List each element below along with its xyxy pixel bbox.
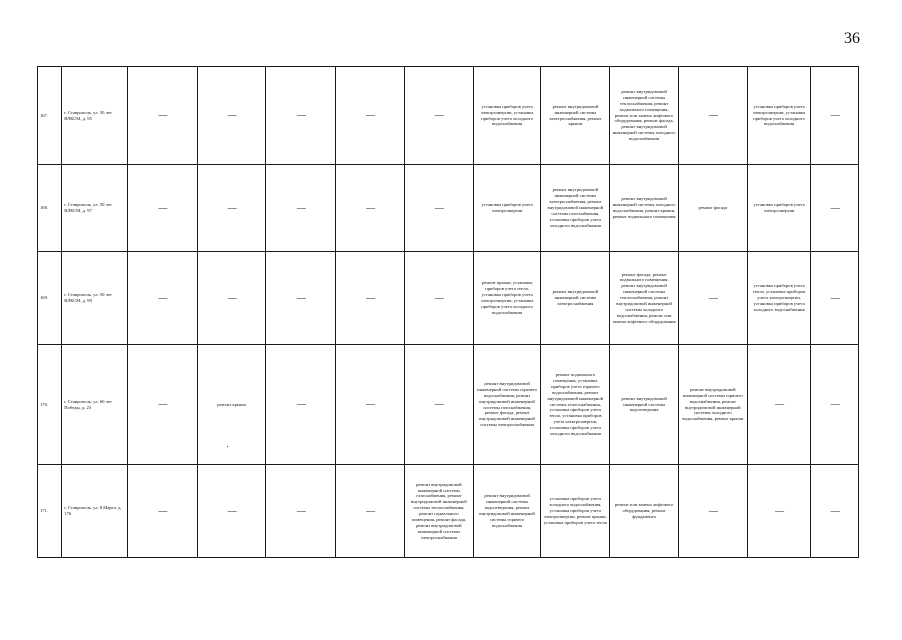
scan-speck: [227, 446, 228, 447]
work-cell: [404, 345, 473, 465]
work-description: установка приборов учета электроэнергии: [753, 202, 805, 213]
work-cell: [678, 465, 747, 558]
work-cell: [678, 165, 747, 252]
work-description: установка приборов учета электроэнергии, установка приборов учета холодного водоснабжения: [480, 103, 534, 127]
work-cell: [610, 465, 679, 558]
work-cell: [197, 165, 266, 252]
work-description: ремонт крыши, установка приборов учета тепла, установка приборов учета электроэнергии, установка приборов учета холодного водоснабжения: [480, 280, 534, 315]
work-cell: [127, 252, 197, 345]
empty-dash: —: [227, 202, 236, 213]
work-cell: [473, 67, 541, 165]
empty-dash: —: [296, 110, 305, 120]
address-cell: г. Ставрополь, ул. 50 лет ВЛКСМ, д. 99: [62, 252, 128, 345]
work-cell: [811, 345, 859, 465]
table-row: [38, 465, 859, 558]
work-cell: [747, 465, 811, 558]
work-description: ремонт внутридомовой инженерной системы водоотведения, ремонт внутридомовой инженерной системы горячего водоснабжения: [479, 493, 535, 528]
work-cell: [336, 67, 405, 165]
empty-dash: —: [366, 202, 375, 213]
work-description: ремонт внутридомовой инженерной системы электроснабжения: [552, 289, 599, 306]
work-cell: [127, 67, 197, 165]
work-cell: [197, 252, 266, 345]
empty-dash: —: [775, 505, 784, 516]
address-cell: г. Ставрополь, ул. 60 лет Победы, д. 23: [62, 345, 128, 465]
empty-dash: —: [227, 505, 236, 516]
empty-dash: —: [830, 110, 839, 120]
empty-dash: —: [366, 399, 375, 409]
work-cell: [197, 345, 266, 465]
work-cell: [336, 465, 405, 558]
empty-dash: —: [830, 399, 839, 409]
work-description: ремонт внутридомовой инженерной системы электроснабжения, ремонт внутридомовой инженерной системы газоснабжения, установка приборов учета холодного водоснабжения: [547, 187, 604, 228]
work-description: ремонт или замена лифтового оборудования, ремонт фундамента: [614, 502, 674, 519]
work-cell: [404, 165, 473, 252]
empty-dash: —: [366, 292, 375, 303]
work-cell: [266, 345, 336, 465]
work-description: установка приборов учета электроэнергии: [481, 202, 533, 213]
work-cell: [610, 252, 679, 345]
work-cell: [404, 67, 473, 165]
work-cell: [336, 165, 405, 252]
work-cell: [266, 465, 336, 558]
empty-dash: —: [775, 399, 784, 409]
work-description: ремонт внутридомовой инженерной системы газоснабжения, ремонт внутридомовой инженерной системы теплоснабжения, ремонт подвального помещения, ремонт фасада, ремонт внутридомовой инженерной системы электроснабжения: [411, 481, 467, 540]
empty-dash: —: [296, 505, 305, 516]
work-description: ремонт внутридомовой инженерной системы горячего водоснабжения, ремонт внутридомовой инженерной системы холодного водоснабжения, ремонт крыши: [682, 386, 744, 422]
work-cell: [127, 165, 197, 252]
work-cell: [811, 165, 859, 252]
table-row: [38, 252, 859, 345]
page-number: 36: [844, 30, 860, 47]
work-cell: [811, 252, 859, 345]
work-cell: [811, 67, 859, 165]
work-cell: [541, 252, 610, 345]
work-cell: [811, 465, 859, 558]
work-cell: [678, 67, 747, 165]
empty-dash: —: [830, 202, 839, 213]
empty-dash: —: [708, 505, 717, 516]
table-body: [38, 67, 859, 558]
row-number: 168.: [38, 165, 62, 252]
empty-dash: —: [158, 505, 167, 516]
work-cell: [541, 67, 610, 165]
table-row: [38, 67, 859, 165]
work-description: ремонт фасада: [698, 205, 728, 211]
work-cell: [747, 252, 811, 345]
work-cell: [266, 252, 336, 345]
empty-dash: —: [434, 292, 443, 303]
work-cell: [473, 165, 541, 252]
address-cell: г. Ставрополь, ул. 50 лет ВЛКСМ, д. 97: [62, 165, 128, 252]
work-cell: [473, 345, 541, 465]
work-cell: [610, 165, 679, 252]
work-description: установка приборов учета тепла, установка приборов учета электроэнергии, установка приборов учета холодного водоснабжения: [752, 283, 806, 312]
work-cell: [473, 252, 541, 345]
empty-dash: —: [158, 292, 167, 303]
empty-dash: —: [158, 110, 167, 120]
work-description: ремонт крыши: [217, 401, 246, 407]
empty-dash: —: [296, 399, 305, 409]
work-description: ремонт внутридомовой инженерной системы горячего водоснабжения, ремонт внутридомовой инженерной системы газоснабжения, ремонт фасада, ремонт внутридомовой инженерной системы электроснабжения: [477, 381, 538, 428]
empty-dash: —: [296, 202, 305, 213]
empty-dash: —: [830, 505, 839, 516]
empty-dash: —: [434, 202, 443, 213]
empty-dash: —: [366, 505, 375, 516]
work-cell: [266, 165, 336, 252]
empty-dash: —: [366, 110, 375, 120]
table-row: [38, 345, 859, 465]
work-cell: [747, 345, 811, 465]
empty-dash: —: [227, 292, 236, 303]
work-cell: [541, 345, 610, 465]
work-description: установка приборов учета электроэнергии, установка приборов учета холодного водоснабжения: [752, 103, 806, 127]
work-description: ремонт внутридомовой инженерной системы электроснабжения, ремонт крыши: [549, 103, 602, 127]
work-cell: [678, 252, 747, 345]
empty-dash: —: [296, 292, 305, 303]
table-row: [38, 165, 859, 252]
work-description: ремонт внутридомовой инженерной системы водоотведения: [621, 395, 667, 413]
work-cell: [336, 252, 405, 345]
work-cell: [336, 345, 405, 465]
work-cell: [541, 165, 610, 252]
work-cell: [678, 345, 747, 465]
work-cell: [197, 67, 266, 165]
empty-dash: —: [227, 110, 236, 120]
work-cell: [747, 165, 811, 252]
work-cell: [473, 465, 541, 558]
address-cell: г. Ставрополь, ул. 50 лет ВЛКСМ, д. 95: [62, 67, 128, 165]
row-number: 171.: [38, 465, 62, 558]
work-cell: [127, 345, 197, 465]
capital-repair-table: [37, 66, 859, 558]
empty-dash: —: [708, 110, 717, 120]
work-description: ремонт внутридомовой инженерной системы холодного водоснабжения, ремонт крыши, ремонт подвального помещения: [612, 196, 676, 219]
work-description: ремонт подвального помещения, установка приборов учета горячего водоснабжения, ремонт внутридомовой инженерной системы теплоснабжения, установка приборов учета тепла, установка приборов учета электроэнергии, установка приборов учета холодного водоснабжения: [547, 372, 604, 436]
empty-dash: —: [434, 399, 443, 409]
work-cell: [127, 465, 197, 558]
work-cell: [266, 67, 336, 165]
empty-dash: —: [158, 202, 167, 213]
row-number: 169.: [38, 252, 62, 345]
work-cell: [610, 345, 679, 465]
empty-dash: —: [708, 292, 717, 303]
row-number: 170.: [38, 345, 62, 465]
work-description: ремонт внутридомовой инженерной системы теплоснабжения, ремонт подвального помещения, ремонт или замена лифтового оборудования, ремонт фасада, ремонт внутридомовой инженерной системы холодного водоснабжения: [612, 89, 676, 142]
empty-dash: —: [158, 399, 167, 409]
row-number: 167.: [38, 67, 62, 165]
work-cell: [610, 67, 679, 165]
empty-dash: —: [434, 110, 443, 120]
work-cell: [404, 465, 473, 558]
work-cell: [541, 465, 610, 558]
empty-dash: —: [830, 292, 839, 303]
work-cell: [197, 465, 266, 558]
work-cell: [747, 67, 811, 165]
work-description: установка приборов учета холодного водоснабжения, установка приборов учета электроэнергии, ремонт крыши, установка приборов учета тепла: [543, 496, 607, 525]
work-description: ремонт фасада, ремонт подвального помещения, ремонт внутридомовой инженерной системы теплоснабжения, ремонт внутридомовой инженерной системы холодного водоснабжения, ремонт или замена лифтового оборудования: [612, 271, 676, 324]
work-cell: [404, 252, 473, 345]
address-cell: г. Ставрополь, ул. 8 Марта, д. 176: [62, 465, 128, 558]
